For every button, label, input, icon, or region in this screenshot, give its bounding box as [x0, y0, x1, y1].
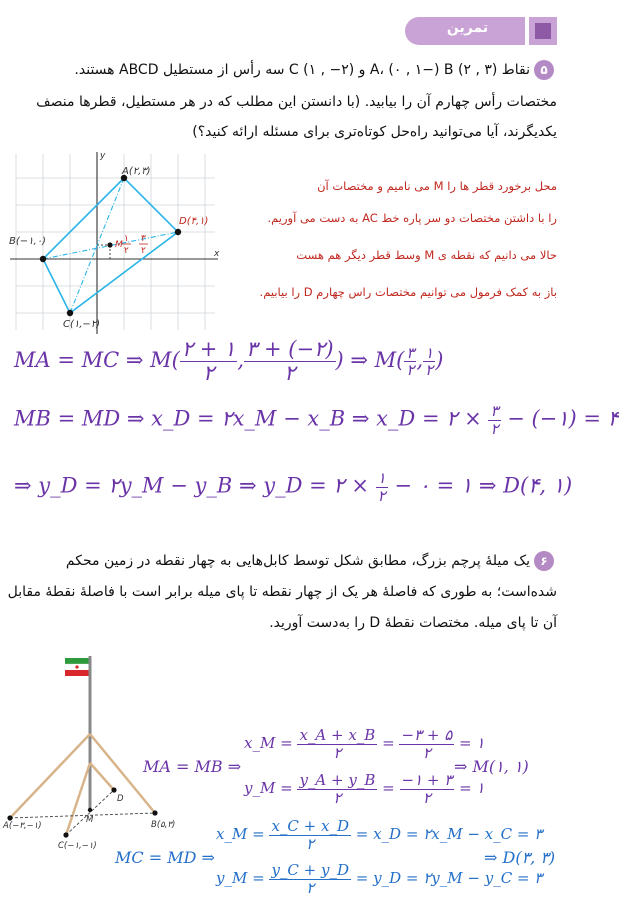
sol2-prefix: MC = MD ⇒	[115, 848, 215, 867]
eq3-rhs: − ۰ = ۱ ⇒ D(۴, ۱)	[394, 473, 573, 498]
sol1-x-row: x_M = $\frac{x\_A + x\_B}{۲}$ = $\frac{-۳ + ۵}{۲}$ = ۱	[244, 726, 485, 762]
eq3-frac: $\frac{۱}{۲}$	[377, 469, 386, 505]
point-b	[152, 810, 157, 815]
label-c: C(−۱,−۱)	[58, 841, 97, 851]
sol2-y-row: y_M = $\frac{y\_C + y\_D}{۲}$ = y_D = ۲y_M − y_C = ۳	[216, 861, 543, 897]
sol1-result: ⇒ M(۱, ۱)	[454, 757, 529, 776]
header-square-inner-icon	[535, 23, 551, 39]
y-axis-label: y	[100, 151, 106, 161]
point-d	[175, 229, 181, 235]
q6-text-line-2: شده‌است؛ به طوری که فاصلهٔ هر یک از چهار نقطه تا پای میله برابر است با فاصلهٔ نقطهٔ مقابل	[7, 584, 557, 600]
eq2-lhs: MB = MD ⇒ x_D = ۲x_M − x_B ⇒ x_D = ۲ ×	[14, 406, 482, 431]
q5-rectangle-graph	[8, 148, 223, 336]
eq1-lhs: MA = MC ⇒ M(	[14, 348, 180, 373]
label-m-x-num: ۱	[124, 234, 129, 244]
label-m: M	[86, 815, 94, 825]
point-c	[67, 310, 73, 316]
point-b	[40, 256, 46, 262]
point-m	[107, 242, 112, 247]
label-m-y-den: ۲	[141, 246, 146, 256]
q6-text-line-3: آن تا پای میله. مختصات نقطهٔ D را به‌دست آورید.	[269, 615, 557, 631]
sol2-x-row: x_M = $\frac{x\_C + x\_D}{۲}$ = x_D = ۲x_M − x_C = ۳	[216, 817, 543, 853]
q6-text-line-1: یک میلهٔ پرچم بزرگ، مطابق شکل توسط کابل‌هایی به چهار نقطه در زمین محکم	[65, 553, 530, 569]
question-5-number: ۵	[534, 60, 554, 80]
flagpole-figure	[0, 650, 200, 860]
label-m-x-den: ۲	[124, 246, 129, 256]
eq2-frac: $\frac{۳}{۲}$	[490, 402, 499, 438]
x-axis-label: x	[214, 249, 220, 259]
point-c	[63, 832, 68, 837]
eq-ma-mc: MA = MC ⇒ M( $\frac{۲ + ۱}{۲}$ , $\frac{۳ + (-۲)}{۲}$ ) ⇒ M( $\frac{۳}{۲}$ , $\frac{۱}{۲}$ )	[14, 337, 444, 386]
label-b: B(۵,۳)	[151, 820, 176, 830]
point-m	[88, 808, 92, 812]
label-b: B(−۱,۰)	[9, 236, 46, 247]
q5-text-line-1: نقاط (۳ , ۲) A، (۰ , ۱−) B و (۲− , ۱) C سه رأس از مستطیل ABCD هستند.	[74, 62, 530, 78]
flag-icon	[65, 658, 89, 676]
question-6-number: ۶	[534, 551, 554, 571]
label-d: D	[117, 794, 124, 804]
note-line-2: را با داشتن مختصات دو سر پاره خط AC به دست می آوریم.	[267, 211, 557, 225]
sol2-result: ⇒ D(۳, ۳)	[484, 848, 556, 867]
label-c: C(۱,−۲)	[63, 319, 101, 330]
label-a: A(۲,۳)	[122, 166, 151, 177]
q5-text-line-3: یکدیگرند، آیا می‌توانید راه‌حل کوتاه‌تری برای مسئله ارائه کنید؟)	[192, 124, 557, 140]
eq1-frac-2: $\frac{۳ + (-۲)}{۲}$	[246, 337, 334, 386]
label-a: A(−۳,−۱)	[3, 821, 42, 831]
eq2-rhs: − (−۱) = ۴	[507, 406, 619, 431]
eq-yd	[14, 470, 572, 504]
eq1-mid: ) ⇒ M(	[335, 348, 405, 373]
q5-text-line-2: مختصات رأس چهارم آن را بیابید. (با دانستن این مطلب که در هر مستطیل، قطرها منصف	[36, 94, 557, 110]
header-title: تمرین	[446, 20, 489, 36]
note-line-3: حالا می دانیم که نقطه ی M وسط قطر دیگر هم هست	[296, 248, 557, 262]
sol1-y-row: y_M = $\frac{y\_A + y\_B}{۲}$ = $\frac{-۱ + ۳}{۲}$ = ۱	[244, 771, 485, 807]
label-m-y-num: ۳	[141, 234, 146, 244]
eq1-frac-3: $\frac{۳}{۲}$	[406, 343, 415, 380]
eq1-frac-1: $\frac{۲ + ۱}{۲}$	[181, 337, 236, 386]
eq1-frac-4: $\frac{۱}{۲}$	[425, 343, 434, 380]
eq3-lhs: ⇒ y_D = ۲y_M − y_B ⇒ y_D = ۲ ×	[14, 473, 369, 498]
sol1-prefix: MA = MB ⇒	[143, 757, 242, 776]
label-d: D(۴,۱)	[179, 216, 209, 227]
label-m: M	[115, 240, 123, 250]
note-line-4: باز به کمک فرمول می توانیم مختصات راس چهارم D را بیابیم.	[259, 285, 557, 299]
point-a	[7, 815, 12, 820]
note-line-1: محل برخورد قطر ها را M می نامیم و مختصات آن	[317, 179, 557, 193]
point-d	[111, 787, 116, 792]
eq-mb-md-x	[14, 403, 619, 437]
